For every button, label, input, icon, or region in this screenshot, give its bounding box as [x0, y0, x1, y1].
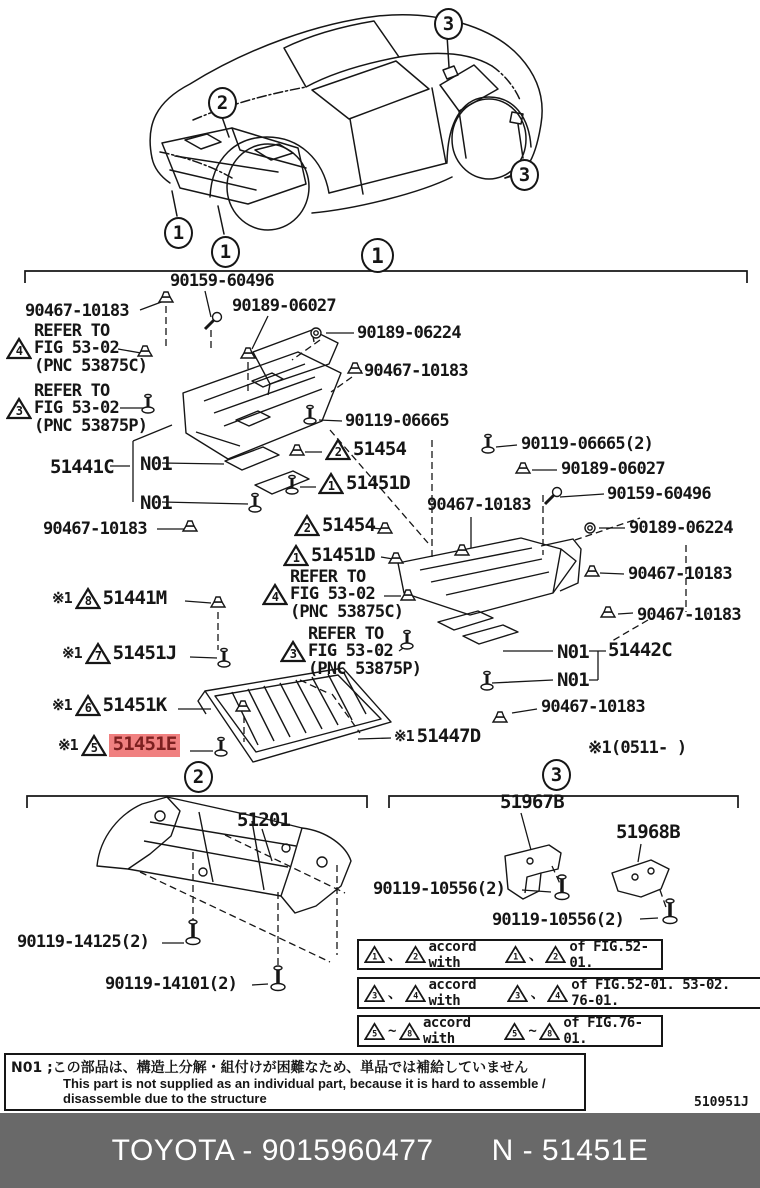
triangle-4-icon: [547, 984, 568, 1003]
svg-text:5: 5: [512, 1028, 518, 1039]
part-label-51451K: ※1 6 51451K: [52, 693, 167, 716]
part-number-label: 90119-10556(2): [373, 879, 506, 899]
part-number-label: 90467-10183: [25, 301, 129, 321]
triangle-4-icon: [405, 984, 426, 1003]
triangle-5-icon: [504, 1022, 525, 1041]
svg-text:2: 2: [553, 951, 559, 962]
part-label-51447D: ※1 51447D: [394, 725, 481, 747]
refer-note-4: 4 REFER TO FIG 53-02 (PNC 53875C): [6, 323, 147, 375]
triangle-2-icon: [545, 945, 566, 964]
triangle-1-icon: [283, 544, 309, 567]
part-label-51451E-highlighted: ※1 5 51451E: [58, 734, 180, 757]
callout-2-section: 2: [184, 761, 213, 793]
triangle-3-icon: [280, 640, 306, 663]
part-number-label: 90467-10183: [541, 697, 645, 717]
triangle-7-icon: [85, 642, 111, 665]
footer-part-reference: TOYOTA - 9015960477: [111, 1133, 434, 1167]
svg-text:2: 2: [303, 521, 311, 535]
part-number-label: 90189-06027: [232, 296, 336, 316]
svg-text:6: 6: [84, 701, 91, 715]
part-label-51201: 51201: [237, 809, 291, 831]
callout-2-car: 2: [208, 87, 237, 119]
triangle-4-icon: [6, 337, 32, 360]
part-number-label: 90467-10183: [43, 519, 147, 539]
footer-bar: [0, 1113, 760, 1188]
svg-text:4: 4: [555, 990, 561, 1001]
svg-text:8: 8: [407, 1028, 412, 1039]
legend-row-3: 5 ~ 8 accord with 5 ~ 8 of FIG.76-01.: [357, 1015, 663, 1047]
part-number-label: 90159-60496: [170, 271, 274, 291]
triangle-1-icon: [318, 472, 344, 495]
figure-number: 510951J: [694, 1095, 749, 1110]
car-illustration: [150, 15, 542, 234]
part-label-51451J: ※1 7 51451J: [62, 641, 177, 664]
part-number-label: 90119-14101(2): [105, 974, 238, 994]
note-english-line2: disassemble due to the structure: [63, 1090, 267, 1106]
svg-text:7: 7: [94, 649, 101, 663]
svg-text:3: 3: [372, 990, 377, 1001]
svg-text:1: 1: [372, 951, 377, 962]
part-label-51968B: 51968B: [616, 821, 680, 843]
svg-text:1: 1: [327, 479, 335, 493]
highlighted-part-number: 51451E: [109, 734, 181, 757]
part-number-label: 90467-10183: [637, 605, 741, 625]
triangle-5-icon: [81, 734, 107, 757]
part-label-51451D: 1 51451D: [318, 472, 410, 495]
triangle-8-icon: [399, 1022, 420, 1041]
svg-text:8: 8: [84, 594, 91, 608]
triangle-3-icon: [6, 397, 32, 420]
svg-text:3: 3: [514, 990, 520, 1001]
callout-3-rear: 3: [510, 159, 539, 191]
svg-text:1: 1: [292, 551, 300, 565]
note-english-line1: This part is not supplied as an individual part, because it is hard to assemble /: [63, 1076, 546, 1091]
part-label-51967B: 51967B: [500, 791, 564, 813]
footer-part-code: N - 51451E: [491, 1133, 649, 1167]
part-label-N01: N01: [140, 492, 172, 514]
triangle-8-icon: [539, 1022, 560, 1041]
part-number-label: 90119-06665: [345, 411, 449, 431]
n01-note-box: [4, 1053, 586, 1111]
svg-text:2: 2: [334, 445, 342, 459]
legend-row-1: 1 、 2 accord with 1 、 2 of FIG.52-01.: [357, 939, 663, 970]
part-label-51451D: 1 51451D: [283, 544, 375, 567]
part-number-label: 90119-06665(2): [521, 434, 654, 454]
triangle-3-icon: [364, 984, 385, 1003]
part-number-label: 90189-06224: [357, 323, 461, 343]
applicability-note: ※1(0511- ): [588, 738, 687, 758]
part-label-51441M: ※1 8 51441M: [52, 586, 167, 609]
svg-text:1: 1: [512, 951, 518, 962]
part-label-51454: 2 51454: [325, 438, 406, 461]
svg-text:4: 4: [15, 344, 23, 359]
part-number-label: 90159-60496: [607, 484, 711, 504]
svg-text:3: 3: [289, 647, 297, 662]
part-number-label: 90467-10183: [427, 495, 531, 515]
crossmember-linework: [97, 797, 351, 913]
part-label-51442C: 51442C: [608, 639, 672, 661]
part-number-label: 90119-10556(2): [492, 910, 625, 930]
svg-text:3: 3: [15, 404, 23, 419]
refer-note-4: 4 REFER TO FIG 53-02 (PNC 53875C): [262, 569, 403, 621]
triangle-2-icon: [405, 945, 426, 964]
part-label-N01: N01: [557, 641, 589, 663]
callout-3-top: 3: [434, 8, 463, 40]
part-number-label: 90119-14125(2): [17, 932, 150, 952]
svg-text:4: 4: [412, 990, 418, 1001]
refer-note-3: 3 REFER TO FIG 53-02 (PNC 53875P): [280, 626, 421, 678]
svg-text:8: 8: [547, 1028, 553, 1039]
svg-text:5: 5: [90, 741, 97, 755]
part-label-N01: N01: [140, 453, 172, 475]
callout-1-left: 1: [164, 217, 193, 249]
callout-1-section: 1: [361, 238, 394, 273]
triangle-2-icon: [294, 514, 320, 537]
triangle-2-icon: [325, 438, 351, 461]
triangle-5-icon: [364, 1022, 385, 1041]
part-number-label: 90467-10183: [628, 564, 732, 584]
callout-3-section: 3: [542, 759, 571, 791]
svg-text:4: 4: [271, 590, 279, 605]
triangle-6-icon: [75, 694, 101, 717]
triangle-1-icon: [505, 945, 526, 964]
svg-text:2: 2: [412, 951, 418, 962]
callout-1-mid: 1: [211, 236, 240, 268]
triangle-3-icon: [507, 984, 528, 1003]
legend-row-2: 3 、 4 accord with 3 、 4 of FIG.52-01. 53-02. 76-01.: [357, 977, 760, 1009]
part-label-51441C: 51441C: [50, 456, 114, 478]
triangle-1-icon: [364, 945, 385, 964]
part-label-51454: 2 51454: [294, 514, 375, 537]
triangle-4-icon: [262, 583, 288, 606]
undercover-parts-linework: [183, 330, 581, 762]
triangle-8-icon: [75, 587, 101, 610]
part-number-label: 90189-06027: [561, 459, 665, 479]
svg-text:5: 5: [372, 1028, 377, 1039]
part-label-N01: N01: [557, 669, 589, 691]
refer-note-3: 3 REFER TO FIG 53-02 (PNC 53875P): [6, 383, 147, 435]
note-japanese: N01 ;この部品は、構造上分解・組付けが困難なため、単品では補給していません: [11, 1060, 529, 1076]
part-number-label: 90189-06224: [629, 518, 733, 538]
part-number-label: 90467-10183: [364, 361, 468, 381]
